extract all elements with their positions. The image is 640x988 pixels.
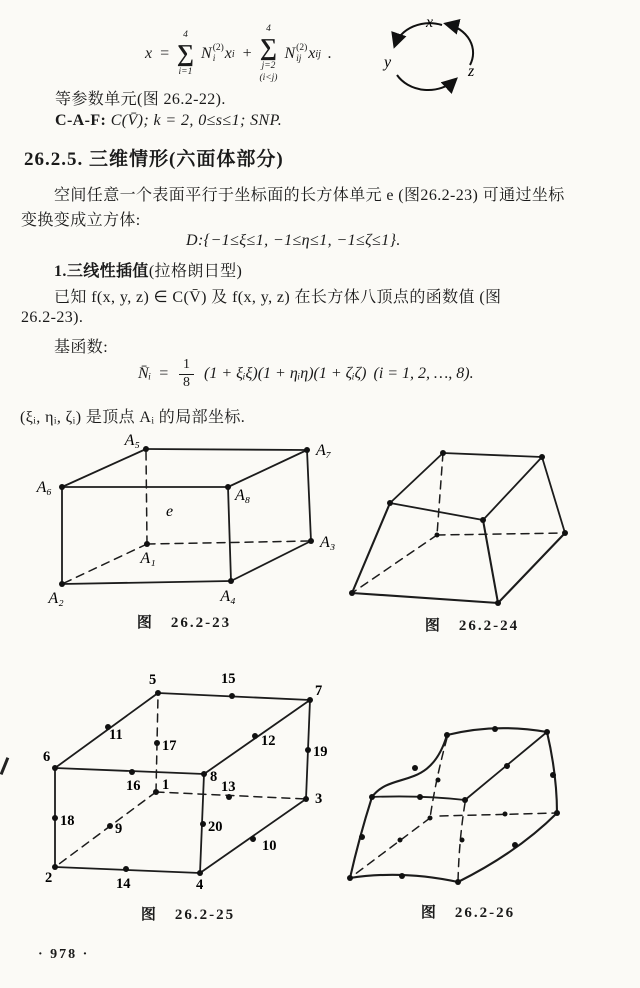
fig23-hidden-edges <box>62 452 311 584</box>
node-label-2: 2 <box>45 870 53 886</box>
node-label-16: 16 <box>126 778 141 794</box>
node-label-1: 1 <box>162 777 170 793</box>
line-caf <box>55 112 282 130</box>
fraction-denominator: 8 <box>183 374 190 390</box>
node-label-13: 13 <box>221 779 236 795</box>
vertex-label-a5: A₅ <box>124 432 140 449</box>
subsection-heading <box>54 258 242 281</box>
sum-2-lower2: (i<j) <box>259 72 278 83</box>
node-label-7: 7 <box>315 683 323 699</box>
node-label-4: 4 <box>196 877 204 893</box>
node-label-8: 8 <box>210 769 218 785</box>
cycle-arrows-icon <box>395 23 473 90</box>
fig24-solid-edges <box>352 453 565 603</box>
term-1-sub: i <box>212 54 216 65</box>
term-1-var: x <box>224 45 232 63</box>
subsection-paren: (拉格朗日型) <box>148 263 243 280</box>
subsection-title: 三线性插值 <box>66 263 149 280</box>
vertex-label-a1: A₁ <box>140 550 156 567</box>
region-label-e: e <box>166 503 174 520</box>
term-2-var: x <box>308 45 316 63</box>
equals-sign: = <box>158 365 169 383</box>
vertex-label-a3: A₃ <box>320 534 336 551</box>
vertex-label-a7: A₇ <box>316 442 332 459</box>
term-2-scripts <box>296 43 307 65</box>
paragraph-2-line-2: 26.2-23). <box>21 309 84 326</box>
fig23-caption: 图 26.2-23 <box>136 615 232 631</box>
fig24-hidden-edges <box>352 453 565 593</box>
cycle-label-x: x <box>426 14 434 31</box>
node-label-15: 15 <box>221 671 236 687</box>
fig25-caption: 图 26.2-25 <box>140 907 236 923</box>
paragraph-3: (ξᵢ, ηᵢ, ζᵢ) 是顶点 Aᵢ 的局部坐标. <box>20 409 246 426</box>
sum-2-upper: 4 <box>266 24 271 34</box>
node-label-20: 20 <box>208 819 223 835</box>
vertex-label-a2: A₂ <box>48 590 64 607</box>
term-1 <box>201 43 235 65</box>
subsection-number: 1. <box>54 263 67 280</box>
node-label-19: 19 <box>313 744 328 760</box>
paragraph-2-line-1: 已知 f(x, y, z) ∈ C(V̄) 及 f(x, y, z) 在长方体八顶点的函数值 (图 <box>54 289 502 306</box>
sum-1-lower: i=1 <box>178 67 193 78</box>
paragraph-1-line-1: 空间任意一个表面平行于坐标面的长方体单元 e (图26.2-23) 可通过坐标 <box>54 187 565 204</box>
fig26-hidden-edges <box>350 738 557 882</box>
margin-mark <box>0 757 9 775</box>
vertex-label-a4: A₄ <box>220 588 236 605</box>
term-2-sup: (2) <box>296 43 308 54</box>
basis-condition: (i = 1, 2, …, 8). <box>373 365 474 383</box>
node-label-10: 10 <box>262 838 277 854</box>
line-isoparametric-element: 等参数单元(图 26.2-22). <box>55 91 226 108</box>
caf-body: C(V̄); k = 2, 0≤s≤1; SNP. <box>110 112 283 129</box>
formula-domain: D:{−1≤ξ≤1, −1≤η≤1, −1≤ζ≤1}. <box>186 232 401 249</box>
figure-26-2-26 <box>330 690 640 900</box>
figure-26-2-25 <box>20 655 380 900</box>
equals-sign: = <box>159 45 170 63</box>
node-label-17: 17 <box>162 738 177 754</box>
cycle-label-y: y <box>384 54 392 71</box>
sum-2-lower: j=2 <box>261 61 276 72</box>
formula-isoparametric <box>145 24 332 84</box>
vertex-label-a6: A₆ <box>36 479 52 496</box>
xyz-cycle-diagram <box>382 14 482 99</box>
node-label-18: 18 <box>60 813 75 829</box>
fraction-numerator: 1 <box>179 357 194 375</box>
basis-body: (1 + ξᵢξ)(1 + ηᵢη)(1 + ζᵢζ) <box>204 365 367 383</box>
term-2-varsub: ij <box>315 48 321 60</box>
node-label-14: 14 <box>116 876 131 892</box>
cycle-label-z: z <box>468 63 475 80</box>
fig24-vertex-dots <box>349 450 568 606</box>
node-label-12: 12 <box>261 733 276 749</box>
page-number: · 978 · <box>38 947 90 962</box>
figure-26-2-24 <box>340 428 640 613</box>
node-label-6: 6 <box>43 749 51 765</box>
term-1-varsub: i <box>231 48 235 60</box>
fig26-corner-dots <box>347 729 560 885</box>
fig26-caption: 图 26.2-26 <box>420 905 516 921</box>
vertex-label-a8: A₈ <box>235 487 251 504</box>
basis-function-label: 基函数: <box>54 339 109 356</box>
term-2-sub: ij <box>296 54 302 65</box>
period: . <box>327 45 332 63</box>
node-label-3: 3 <box>315 791 323 807</box>
sigma-icon: ∑ <box>259 35 278 62</box>
fig24-caption: 图 26.2-24 <box>424 618 520 634</box>
sigma-icon: ∑ <box>176 41 195 68</box>
sum-1-upper: 4 <box>183 29 188 40</box>
sum-2 <box>259 24 277 84</box>
formula-basis-function <box>138 357 474 392</box>
term-2-base: N <box>284 45 296 63</box>
sum-1 <box>177 30 194 79</box>
fraction-one-eighth <box>179 357 194 392</box>
section-heading: 26.2.5. 三维情形(六面体部分) <box>24 149 284 170</box>
plus-sign: + <box>241 45 253 63</box>
figure-26-2-23 <box>20 428 340 613</box>
term-1-scripts <box>213 43 224 65</box>
formula-lhs: x <box>145 45 153 63</box>
paragraph-1-line-2: 变换变成立方体: <box>21 212 141 229</box>
fig23-solid-edges <box>62 449 311 584</box>
node-label-5: 5 <box>149 672 157 688</box>
caf-label: C-A-F: <box>55 112 107 129</box>
node-label-11: 11 <box>109 727 123 743</box>
term-1-base: N <box>201 45 212 63</box>
fig23-vertex-dots <box>59 446 314 587</box>
fig26-solid-edges <box>350 728 557 882</box>
term-1-sup: (2) <box>212 43 224 54</box>
basis-lhs: N̄ᵢ <box>138 365 152 383</box>
term-2 <box>284 43 320 65</box>
node-label-9: 9 <box>115 821 123 837</box>
